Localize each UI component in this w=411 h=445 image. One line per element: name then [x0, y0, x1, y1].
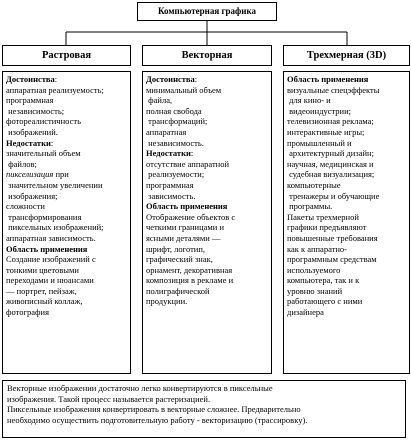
block-label-suffix: : [54, 74, 58, 84]
footer-note [2, 380, 406, 438]
column-raster [2, 71, 131, 374]
text-line: отсутствие аппаратной [146, 158, 230, 169]
text-line: программная [6, 95, 54, 106]
text-line: программная [146, 179, 194, 190]
heading-3d: Трехмерная (3D) [283, 45, 410, 66]
text-line: орнамент, декоративная [146, 264, 233, 275]
text-line: для кино- и [287, 95, 331, 106]
footer-line: необходимо осуществить подготовительную работу - векторизацию (трассировку). [7, 414, 308, 425]
text-line: промышленный и [287, 137, 352, 148]
block-label: Область применения [146, 201, 228, 212]
text-line: изображений. [6, 126, 58, 137]
text-block [6, 169, 127, 243]
text-line: фотография [6, 307, 49, 318]
heading-vector: Векторная [142, 45, 272, 66]
text-line: телевизионная реклама; [287, 116, 374, 127]
text-line: композиция в рекламе и [146, 275, 234, 286]
text-line: сложности [6, 201, 45, 212]
block-label: Достоинства [6, 74, 55, 84]
text-block [6, 138, 127, 170]
text-block [146, 201, 268, 307]
footer-line: Векторные изображении достаточно легко конвертируются в пиксельные [7, 383, 273, 393]
text-line: — портрет, пейзаж, [6, 285, 77, 296]
text-line: дизайнера [287, 307, 324, 318]
text-line: минимальный объем [146, 84, 222, 95]
text-line: визуальные спецэффекты [287, 84, 380, 95]
text-line: используемого [287, 264, 341, 275]
text-line: тонкими цветовыми [6, 264, 79, 275]
column-3d [283, 71, 410, 374]
text-line: пиксельных изображений; [6, 222, 104, 233]
text-line: повышенные требования [287, 232, 378, 243]
text-block [146, 148, 268, 201]
text-line: ясными деталями — [146, 232, 221, 243]
text-line: судебная визуализация; [287, 169, 375, 180]
block-label: Недостатки [6, 137, 51, 148]
text-line: полная свобода [146, 105, 202, 116]
text-line: продукции. [146, 296, 188, 307]
block-label: Область применения [6, 243, 88, 254]
text-line: компьютера, так и к [287, 275, 360, 286]
text-line: работающего с ними [287, 296, 363, 307]
text-line: видеоиндустрии; [287, 105, 352, 116]
text-line: независимость; [6, 105, 65, 116]
diagram-title: Компьютерная графика [137, 2, 277, 21]
column-vector [142, 71, 272, 374]
block-label: Недостатки [146, 148, 191, 159]
text-line: значительный объем [6, 148, 81, 159]
text-line: независимость. [146, 137, 204, 148]
text-line: четкими границами и [146, 222, 225, 233]
text-line: компьютерные [287, 179, 341, 190]
text-line: графический знак, [146, 254, 213, 265]
text-line: программы. [287, 201, 333, 212]
text-line: полиграфической [146, 285, 210, 296]
footer-line: изображения. Такой процесс называется растеризацией. [7, 393, 211, 404]
text-line: живописный коллаж, [6, 296, 83, 307]
block-label-suffix: : [194, 74, 198, 84]
text-line: тренажеры и обучающие [287, 190, 380, 201]
text-line: файлов; [6, 158, 37, 169]
text-block [6, 244, 127, 318]
text-line: графики предъявляют [287, 222, 367, 233]
text-line: реализуемости; [146, 169, 205, 180]
text-line: Создание изображений с [6, 254, 96, 265]
text-line: как к аппаратно- [287, 243, 347, 254]
block-label-suffix: : [190, 148, 194, 159]
text-line: трансформаций; [146, 116, 208, 127]
heading-raster: Растровая [2, 45, 131, 66]
italic-term-suffix: при [53, 169, 69, 180]
text-line: зависимость. [146, 190, 196, 201]
text-line: файла, [146, 95, 173, 106]
block-label: Достоинства [146, 74, 195, 84]
text-line: Отображение объектов с [146, 211, 236, 222]
text-block [146, 74, 268, 148]
text-line: интерактивные игры; [287, 126, 365, 137]
text-line: аппаратная реализуемость; [6, 84, 104, 95]
block-label: Область применения [287, 74, 369, 84]
text-line: шрифт, логотип, [146, 243, 206, 254]
italic-term: пикселизация [6, 169, 54, 180]
text-block [6, 74, 127, 138]
text-block [287, 74, 406, 318]
text-line: программным средствам [287, 254, 377, 265]
footer-line: Пиксельные изображения конвертировать в векторные сложнее. Предварительно [7, 404, 301, 415]
text-line: значительном увеличении [6, 179, 103, 190]
text-line: переходами и нюансами [6, 275, 94, 286]
text-line: Пакеты трехмерной [287, 211, 359, 222]
text-line: аппаратная [146, 126, 187, 137]
text-line: аппаратная зависимость. [6, 232, 96, 243]
text-line: трансформирования [6, 211, 82, 222]
text-line: научная, медицинская и [287, 158, 374, 169]
text-line: архитектурный дизайн; [287, 148, 374, 159]
text-line: фотореалистичность [6, 116, 81, 127]
text-line: изображения; [6, 190, 58, 201]
text-line: уровню знаний [287, 285, 343, 296]
block-label-suffix: : [50, 137, 54, 148]
